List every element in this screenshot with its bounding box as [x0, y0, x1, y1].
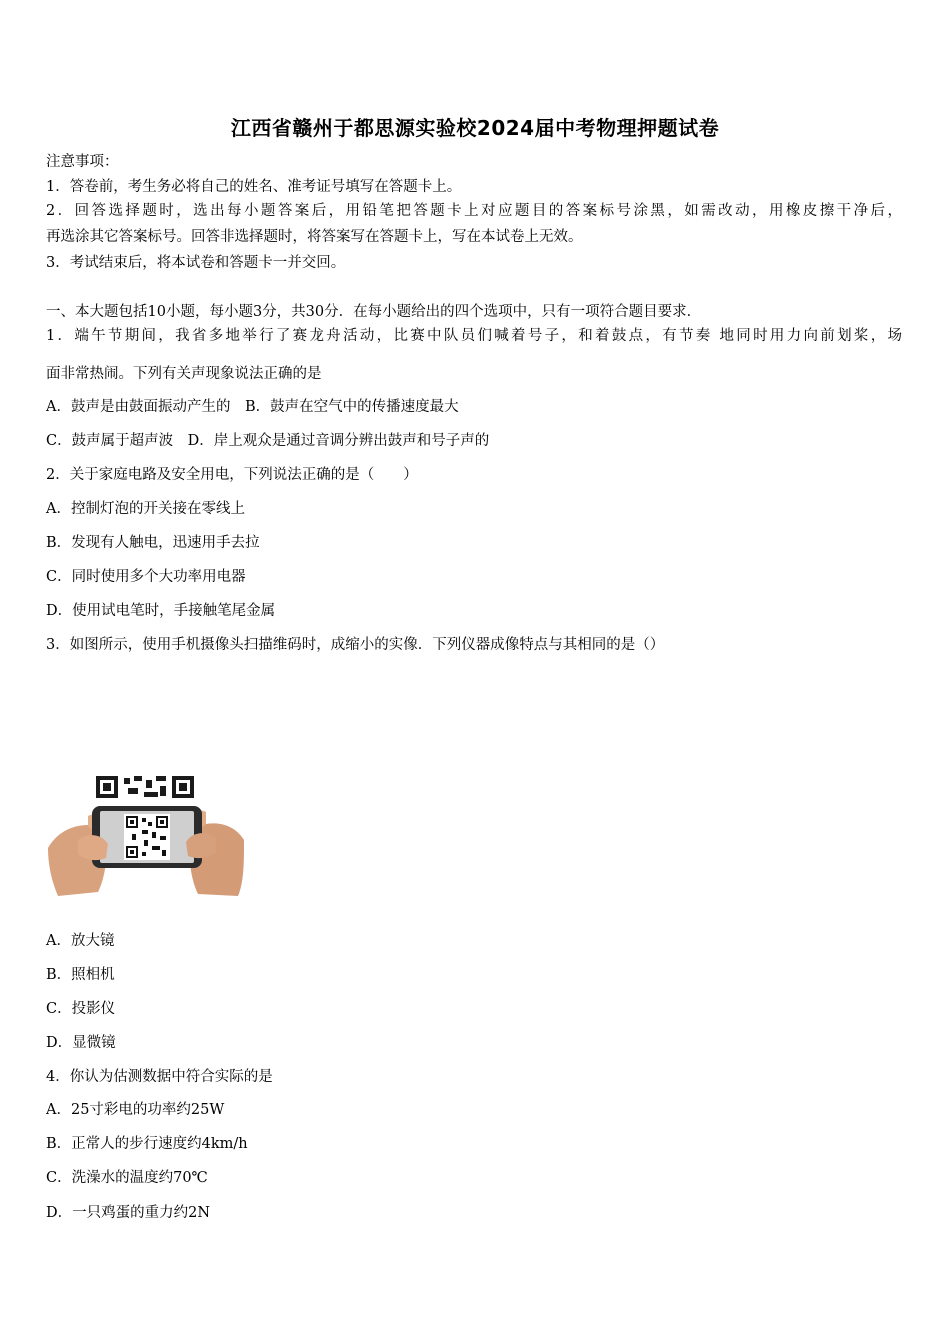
question-1-options-ab: A．鼓声是由鼓面振动产生的 B．鼓声在空气中的传播速度最大 — [46, 399, 459, 415]
notice-item-3: 3．考试结束后，将本试卷和答题卡一并交回。 — [46, 255, 346, 271]
question-2-option-d: D．使用试电笔时，手接触笔尾金属 — [46, 603, 276, 619]
phone-scanning-qr-code-image — [48, 770, 244, 900]
question-2-option-a: A．控制灯泡的开关接在零线上 — [46, 501, 245, 517]
question-1-options-cd: C．鼓声属于超声波 D．岸上观众是通过音调分辨出鼓声和号子声的 — [46, 433, 490, 449]
question-3-option-a: A．放大镜 — [46, 933, 115, 949]
question-3-option-c: C．投影仪 — [46, 1001, 116, 1017]
question-1-line-2: 面非常热闹。下列有关声现象说法正确的是 — [46, 366, 322, 382]
question-4-option-d: D．一只鸡蛋的重力约2N — [46, 1205, 211, 1221]
question-2-stem: 2．关于家庭电路及安全用电，下列说法正确的是（ ） — [46, 467, 418, 483]
question-3-option-d: D．显微镜 — [46, 1035, 116, 1051]
question-3-option-b: B．照相机 — [46, 967, 115, 983]
question-2-option-b: B．发现有人触电，迅速用手去拉 — [46, 535, 260, 551]
notice-heading: 注意事项： — [46, 154, 119, 170]
exam-title: 江西省赣州于都思源实验校2024届中考物理押题试卷 — [230, 116, 720, 140]
notice-item-1: 1．答卷前，考生务必将自己的姓名、准考证号填写在答题卡上。 — [46, 179, 462, 195]
question-4-stem: 4．你认为估测数据中符合实际的是 — [46, 1069, 273, 1085]
notice-item-2-line-1: 2．回答选择题时，选出每小题答案后，用铅笔把答题卡上对应题目的答案标号涂黑，如需改动，用橡皮擦干净后， — [46, 203, 902, 219]
question-4-option-c: C．洗澡水的温度约70℃ — [46, 1170, 208, 1186]
question-4-option-b: B．正常人的步行速度约4km/h — [46, 1136, 248, 1152]
question-2-option-c: C．同时使用多个大功率用电器 — [46, 569, 246, 585]
section-heading: 一、本大题包括10小题，每小题3分，共30分．在每小题给出的四个选项中，只有一项符合题目要求． — [46, 304, 702, 320]
question-4-option-a: A．25寸彩电的功率约25W — [46, 1102, 225, 1118]
question-3-stem: 3．如图所示，使用手机摄像头扫描维码时，成缩小的实像．下列仪器成像特点与其相同的是（） — [46, 637, 665, 653]
notice-item-2-line-2: 再选涂其它答案标号。回答非选择题时，将答案写在答题卡上，写在本试卷上无效。 — [46, 229, 583, 245]
question-1-line-1: 1．端午节期间，我省多地举行了赛龙舟活动，比赛中队员们喊着号子，和着鼓点，有节奏 地同时用力向前划桨，场 — [46, 328, 902, 344]
